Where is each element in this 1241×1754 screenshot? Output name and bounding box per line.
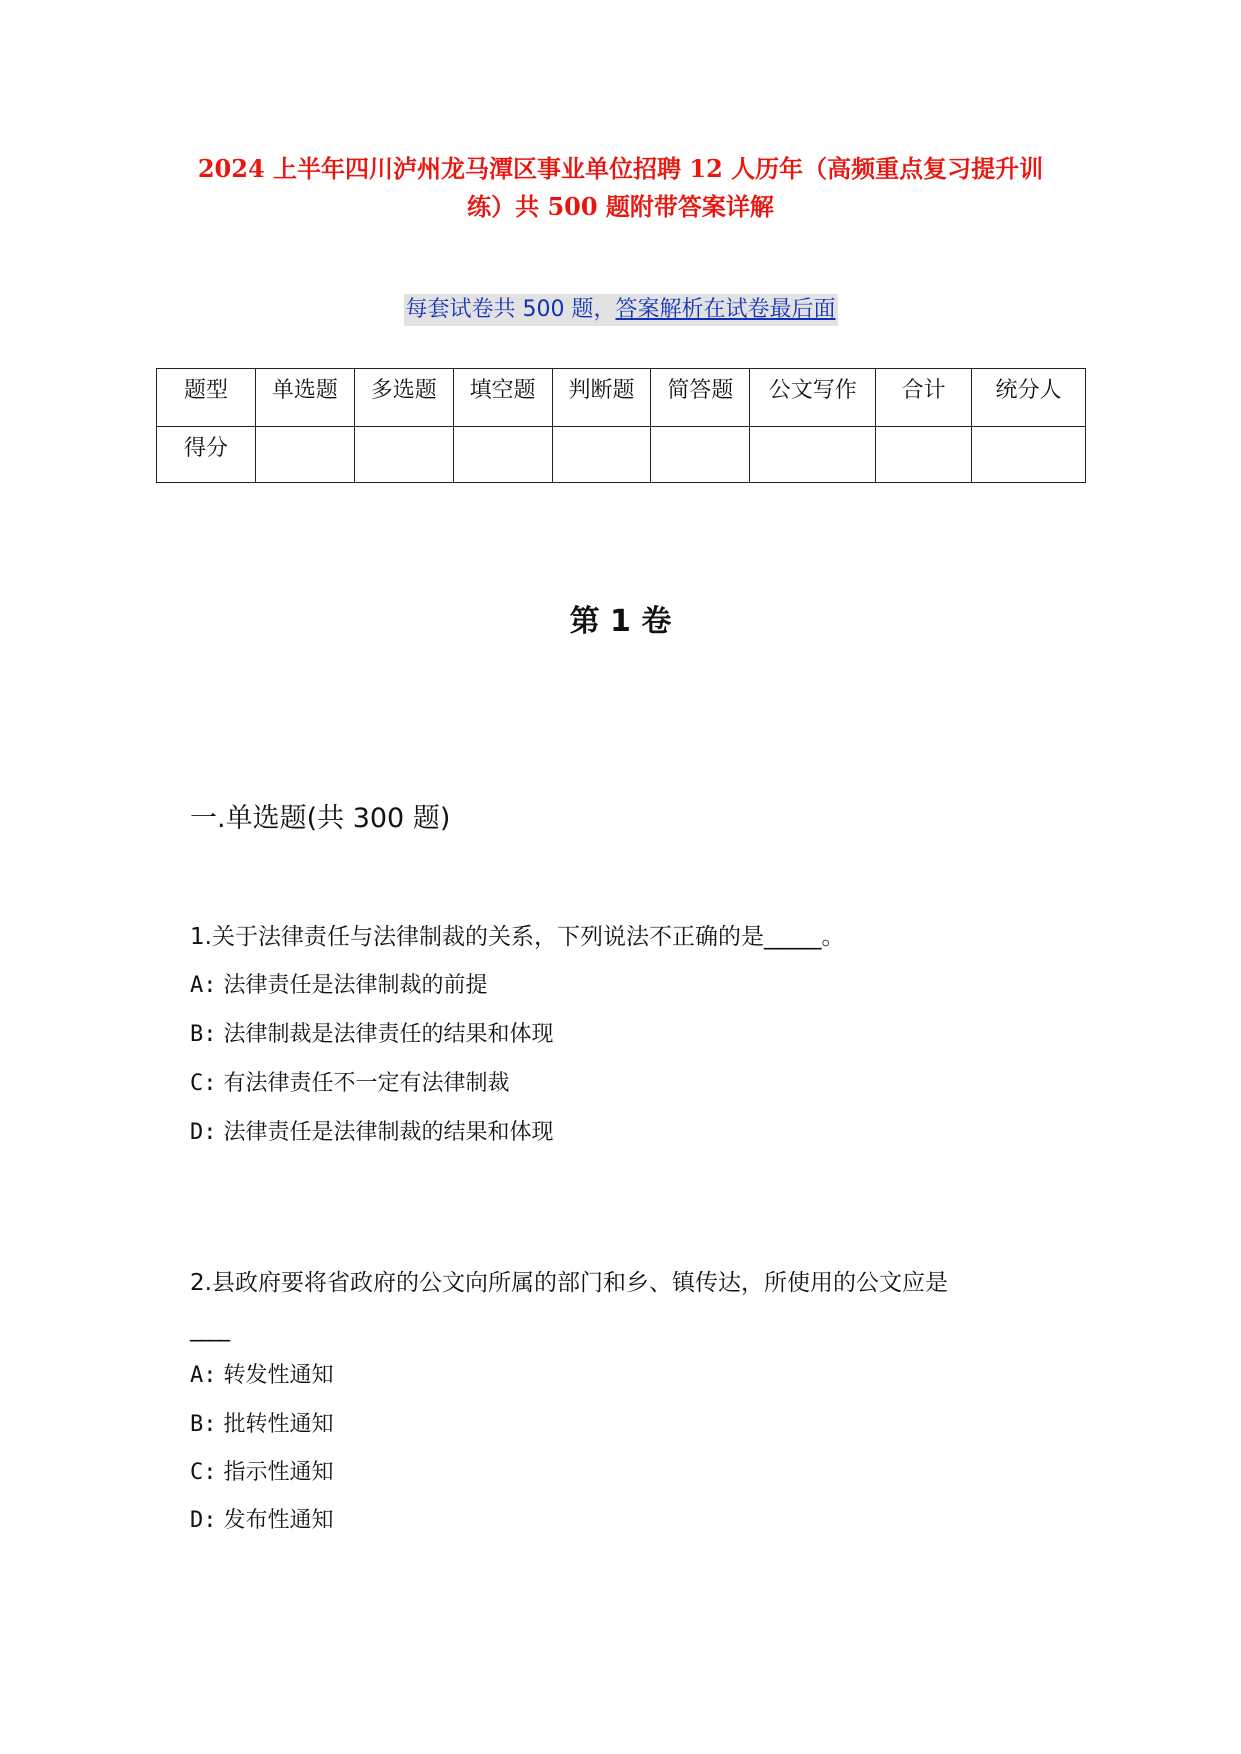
header-cell-short-answer: 简答题 — [651, 369, 750, 427]
question-2-option-d — [190, 1503, 334, 1534]
option-text: 有法律责任不一定有法律制裁 — [223, 1071, 510, 1096]
exam-notice — [0, 294, 1241, 326]
question-2-option-b — [190, 1407, 334, 1438]
exam-notice-part2: 答案解析在试卷最后面 — [615, 297, 836, 322]
option-text: 法律责任是法律制裁的结果和体现 — [223, 1120, 554, 1145]
option-text: 批转性通知 — [223, 1412, 334, 1437]
document-title-line1: 2024 上半年四川泸州龙马潭区事业单位招聘 12 人历年（高频重点复习提升训 — [197, 154, 1044, 183]
exam-notice-highlight — [404, 294, 838, 326]
question-2-option-a — [190, 1358, 334, 1389]
header-cell-single-choice: 单选题 — [255, 369, 354, 427]
option-key: B: — [190, 1022, 217, 1047]
volume-title: 第 1 卷 — [569, 604, 672, 639]
header-cell-official-writing: 公文写作 — [750, 369, 876, 427]
section-title: 一.单选题(共 300 题) — [190, 803, 451, 834]
header-cell-type: 题型 — [157, 369, 256, 427]
option-key: A: — [190, 973, 217, 998]
header-cell-total: 合计 — [876, 369, 972, 427]
question-2-stem-blank: ____ — [190, 1316, 228, 1342]
option-key: C: — [190, 1460, 217, 1485]
option-text: 法律制裁是法律责任的结果和体现 — [223, 1022, 554, 1047]
option-text: 转发性通知 — [223, 1363, 334, 1388]
score-cell — [651, 427, 750, 483]
score-cell — [255, 427, 354, 483]
exam-notice-part1: 每套试卷共 500 题， — [405, 297, 616, 322]
document-title-line2: 练）共 500 题附带答案详解 — [467, 192, 774, 221]
question-1-option-d — [190, 1115, 554, 1146]
score-cell — [750, 427, 876, 483]
header-cell-multiple-choice: 多选题 — [354, 369, 453, 427]
option-key: A: — [190, 1363, 217, 1388]
option-text: 法律责任是法律制裁的前提 — [223, 973, 488, 998]
question-1-option-c — [190, 1066, 510, 1097]
score-table — [156, 368, 1086, 483]
option-key: C: — [190, 1071, 217, 1096]
score-table-score-row — [157, 427, 1086, 483]
score-table-header-row — [157, 369, 1086, 427]
question-2-stem: 2.县政府要将省政府的公文向所属的部门和乡、镇传达，所使用的公文应是 — [190, 1270, 948, 1296]
question-1-stem: 1.关于法律责任与法律制裁的关系，下列说法不正确的是_____。 — [190, 924, 845, 950]
question-2-option-c — [190, 1455, 334, 1486]
score-cell — [354, 427, 453, 483]
option-key: B: — [190, 1412, 217, 1437]
header-cell-scorer: 统分人 — [972, 369, 1086, 427]
header-cell-true-false: 判断题 — [552, 369, 651, 427]
option-text: 发布性通知 — [223, 1508, 334, 1533]
score-cell — [972, 427, 1086, 483]
score-row-label: 得分 — [157, 427, 256, 483]
header-cell-fill-blank: 填空题 — [453, 369, 552, 427]
option-key: D: — [190, 1120, 217, 1145]
score-cell — [453, 427, 552, 483]
option-text: 指示性通知 — [223, 1460, 334, 1485]
document-title — [150, 150, 1091, 226]
question-1-option-b — [190, 1017, 554, 1048]
score-cell — [876, 427, 972, 483]
option-key: D: — [190, 1508, 217, 1533]
score-cell — [552, 427, 651, 483]
question-1-option-a — [190, 968, 488, 999]
